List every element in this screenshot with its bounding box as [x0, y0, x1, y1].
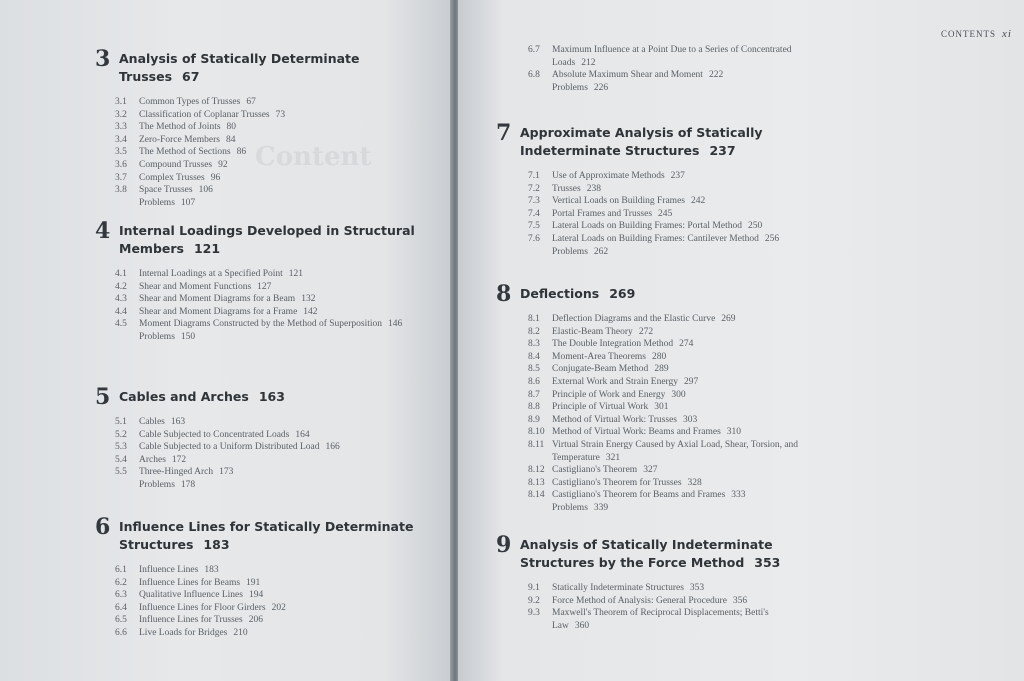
toc-entry [528, 363, 828, 376]
section-title: Castigliano's Theorem for Trusses 328 [552, 477, 702, 488]
toc-entry [528, 607, 788, 632]
section-page: 250 [747, 221, 763, 232]
toc-entry [528, 69, 828, 82]
section-number: 4.2 [115, 281, 127, 292]
section-number: 5.3 [115, 442, 127, 453]
section-title: Maximum Influence at a Point Due to a Series of Concentrated Loads 212 [552, 45, 792, 68]
section-number: 8.10 [528, 427, 545, 438]
section-title: Influence Lines 183 [139, 565, 219, 575]
chapter-page: 353 [754, 555, 781, 570]
section-title: Trusses 238 [552, 183, 601, 194]
toc-entry [115, 614, 415, 627]
chapter-9 [496, 532, 826, 632]
section-page: 301 [654, 402, 669, 413]
section-number: 8.6 [528, 376, 540, 387]
running-header: CONTENTS xi [941, 28, 1012, 40]
toc-entry [115, 564, 415, 577]
section-title: Qualitative Influence Lines 194 [139, 590, 264, 601]
toc-entry [528, 489, 828, 502]
toc-entry [115, 602, 415, 615]
section-number: 6.4 [115, 602, 127, 613]
chapter-title: Analysis of Statically Indeterminate Structures by the Force Method 353 [520, 537, 781, 570]
chapter-page: 163 [258, 389, 285, 404]
section-title: Three-Hinged Arch 173 [139, 467, 234, 478]
header-page-number: xi [1002, 28, 1012, 40]
section-list [528, 170, 848, 246]
section-page: 297 [684, 376, 699, 387]
section-page: 86 [236, 147, 247, 158]
section-page: 333 [731, 490, 746, 501]
toc-entry [115, 466, 440, 479]
toc-entry [115, 454, 440, 467]
section-list [528, 44, 828, 82]
section-title: Shear and Moment Diagrams for a Frame 142 [139, 306, 318, 317]
chapter-number: 7 [496, 120, 512, 146]
show-through-text: Content [255, 142, 372, 172]
section-page: 92 [218, 159, 228, 170]
toc-entry [528, 44, 828, 69]
toc-entry [115, 134, 440, 147]
section-title: Cable Subjected to Concentrated Loads 164 [139, 429, 310, 440]
section-title: Cables 163 [139, 417, 186, 427]
section-number: 8.4 [528, 351, 540, 362]
chapter-page: 67 [182, 69, 200, 84]
section-title: Lateral Loads on Building Frames: Cantilever Method 256 [552, 233, 780, 244]
section-page: 132 [301, 294, 316, 305]
section-number: 9.1 [528, 583, 540, 593]
toc-entry [528, 351, 828, 364]
section-number: 8.14 [528, 490, 545, 501]
section-list [115, 96, 440, 197]
section-page: 166 [325, 442, 340, 453]
toc-entry [528, 195, 848, 208]
toc-entry [115, 306, 415, 319]
toc-entry [115, 627, 415, 640]
section-number: 4.3 [115, 294, 127, 305]
toc-entry [528, 464, 828, 477]
section-page: 238 [586, 183, 601, 194]
toc-entry [528, 595, 788, 608]
section-page: 183 [204, 565, 219, 575]
chapter-6 [95, 514, 415, 640]
toc-entry [115, 318, 415, 331]
section-title: Use of Approximate Methods 237 [552, 171, 685, 181]
toc-entry [528, 426, 828, 439]
section-number: 6.6 [115, 627, 127, 638]
chapter-number: 5 [95, 384, 111, 410]
section-number: 8.11 [528, 439, 545, 450]
chapter-5 [95, 384, 440, 492]
section-number: 8.13 [528, 477, 545, 488]
section-page: 163 [170, 417, 186, 427]
section-page: 321 [605, 452, 621, 463]
section-title: Vertical Loads on Building Frames 242 [552, 196, 706, 207]
section-title: Method of Virtual Work: Trusses 303 [552, 414, 698, 425]
toc-entry [115, 577, 415, 590]
section-number: 6.2 [115, 577, 127, 588]
section-number: 8.2 [528, 326, 540, 337]
section-title: The Double Integration Method 274 [552, 339, 694, 350]
section-page: 121 [288, 269, 304, 279]
section-number: 6.7 [528, 45, 540, 55]
section-number: 8.12 [528, 465, 545, 476]
toc-entry [528, 313, 828, 326]
chapter-7 [496, 120, 796, 258]
section-title: Influence Lines for Floor Girders 202 [139, 602, 286, 613]
toc-entry [115, 429, 440, 442]
toc-entry [528, 582, 788, 595]
section-number: 6.5 [115, 615, 127, 626]
section-page: 272 [638, 326, 654, 337]
section-page: 106 [198, 185, 213, 196]
section-title: Deflection Diagrams and the Elastic Curve 269 [552, 314, 736, 324]
section-number: 5.1 [115, 417, 127, 427]
chapter-8 [496, 281, 826, 515]
chapter-title: Influence Lines for Statically Determinate Structures 183 [119, 519, 414, 552]
section-number: 7.6 [528, 233, 540, 244]
section-number: 7.2 [528, 183, 540, 194]
section-page: 73 [275, 109, 286, 120]
toc-entry [115, 281, 415, 294]
toc-entry [115, 109, 440, 122]
toc-entry [115, 268, 415, 281]
section-page: 146 [388, 319, 403, 330]
section-number: 3.7 [115, 172, 127, 183]
chapter-number: 8 [496, 281, 512, 307]
section-page: 328 [687, 477, 702, 488]
section-list [115, 416, 440, 479]
section-page: 173 [219, 467, 234, 478]
section-list [528, 313, 828, 502]
chapter-title: Cables and Arches 163 [119, 389, 285, 404]
section-number: 7.5 [528, 221, 540, 232]
toc-entry [115, 184, 440, 197]
section-page: 80 [226, 122, 237, 133]
section-number: 9.2 [528, 595, 540, 606]
toc-entry [528, 376, 828, 389]
problems-entry: Problems 339 [552, 502, 609, 513]
section-page: 360 [574, 620, 590, 631]
section-title: Portal Frames and Trusses 245 [552, 208, 673, 219]
section-page: 356 [732, 595, 748, 606]
chapter-title: Approximate Analysis of Statically Indeterminate Structures 237 [520, 125, 763, 158]
chapter-page: 121 [193, 241, 221, 256]
section-title: Castigliano's Theorem 327 [552, 465, 658, 476]
chapter-page: 237 [709, 143, 736, 158]
section-page: 237 [670, 171, 685, 181]
section-title: External Work and Strain Energy 297 [552, 376, 699, 387]
section-page: 222 [708, 70, 724, 81]
section-title: Compound Trusses 92 [139, 159, 228, 170]
toc-entry [115, 441, 440, 454]
section-title: Statically Indeterminate Structures 353 [552, 583, 705, 593]
section-number: 8.7 [528, 389, 540, 400]
section-title: Elastic-Beam Theory 272 [552, 326, 654, 337]
toc-entry [115, 293, 415, 306]
section-list [528, 582, 788, 632]
problems-entry: Problems 262 [552, 246, 609, 257]
section-title: Shear and Moment Functions 127 [139, 281, 272, 292]
section-title: Complex Trusses 96 [139, 172, 221, 183]
section-page: 191 [246, 577, 261, 588]
chapter-number: 9 [496, 532, 512, 558]
section-number: 3.3 [115, 122, 127, 133]
section-page: 327 [643, 465, 658, 476]
section-number: 8.3 [528, 339, 540, 350]
section-number: 6.1 [115, 565, 127, 575]
toc-entry [115, 121, 440, 134]
section-title: Space Trusses 106 [139, 185, 213, 196]
section-title: Moment Diagrams Constructed by the Method of Superposition 146 [139, 319, 403, 330]
section-title: Internal Loadings at a Specified Point 121 [139, 269, 304, 279]
section-title: Maxwell's Theorem of Reciprocal Displacements; Betti's Law 360 [552, 608, 769, 631]
toc-entry [528, 183, 848, 196]
section-number: 8.5 [528, 364, 540, 375]
toc-entry [115, 146, 440, 159]
section-number: 6.3 [115, 590, 127, 601]
problems-entry: Problems 226 [552, 82, 609, 93]
chapter-4 [95, 218, 415, 344]
section-number: 8.8 [528, 402, 540, 413]
section-page: 172 [171, 454, 187, 465]
toc-entry [528, 414, 828, 427]
toc-entry [528, 338, 828, 351]
right-page [458, 0, 1024, 681]
section-title: Common Types of Trusses 67 [139, 97, 256, 107]
chapter-title: Deflections 269 [520, 286, 636, 301]
section-number: 7.4 [528, 208, 540, 219]
chapter-title: Internal Loadings Developed in Structural Members 121 [119, 223, 415, 256]
problems-entry: Problems 107 [139, 197, 196, 208]
toc-entry [528, 439, 828, 464]
section-page: 164 [295, 429, 310, 440]
section-title: Influence Lines for Trusses 206 [139, 615, 263, 626]
toc-entry [528, 170, 848, 183]
chapter-3 [95, 46, 440, 209]
section-number: 8.1 [528, 314, 540, 324]
section-title: The Method of Joints 80 [139, 122, 237, 133]
section-page: 127 [257, 281, 272, 292]
toc-entry [528, 233, 848, 246]
section-number: 8.9 [528, 414, 540, 425]
section-page: 310 [726, 427, 742, 438]
toc-entry [528, 326, 828, 339]
section-title: Absolute Maximum Shear and Moment 222 [552, 70, 724, 81]
section-number: 7.1 [528, 171, 540, 181]
section-page: 84 [225, 134, 236, 145]
section-list [115, 564, 415, 640]
chapter-number: 6 [95, 514, 111, 540]
section-number: 3.1 [115, 97, 127, 107]
section-title: Conjugate-Beam Method 289 [552, 364, 669, 375]
section-page: 274 [679, 339, 694, 350]
section-number: 4.4 [115, 306, 127, 317]
section-number: 3.4 [115, 134, 127, 145]
toc-entry [528, 389, 828, 402]
section-title: The Method of Sections 86 [139, 147, 247, 158]
section-title: Principle of Virtual Work 301 [552, 402, 669, 413]
toc-entry [115, 159, 440, 172]
section-page: 210 [233, 627, 248, 638]
section-number: 7.3 [528, 196, 540, 207]
section-number: 9.3 [528, 608, 540, 619]
section-page: 96 [210, 172, 221, 183]
section-title: Live Loads for Bridges 210 [139, 627, 248, 638]
section-number: 5.2 [115, 429, 127, 440]
section-number: 3.5 [115, 147, 127, 158]
section-page: 194 [248, 590, 264, 601]
section-number: 5.4 [115, 454, 127, 465]
section-number: 6.8 [528, 70, 540, 81]
section-page: 303 [683, 414, 698, 425]
section-page: 256 [764, 233, 780, 244]
section-title: Influence Lines for Beams 191 [139, 577, 261, 588]
section-page: 67 [246, 97, 256, 107]
toc-entry [115, 589, 415, 602]
section-title: Method of Virtual Work: Beams and Frames 310 [552, 427, 742, 438]
section-title: Shear and Moment Diagrams for a Beam 132 [139, 294, 316, 305]
section-number: 4.5 [115, 319, 127, 330]
section-title: Force Method of Analysis: General Procedure 356 [552, 595, 748, 606]
left-page [0, 0, 452, 681]
section-title: Cable Subjected to a Uniform Distributed Load 166 [139, 442, 340, 453]
toc-entry [528, 220, 848, 233]
section-title: Classification of Coplanar Trusses 73 [139, 109, 286, 120]
section-title: Principle of Work and Energy 300 [552, 389, 686, 400]
section-title: Arches 172 [139, 454, 187, 465]
section-title: Moment-Area Theorems 280 [552, 351, 667, 362]
problems-entry: Problems 150 [139, 331, 196, 342]
toc-entry [115, 96, 440, 109]
toc-entry [528, 477, 828, 490]
chapter-page: 183 [203, 537, 230, 552]
section-number: 3.8 [115, 185, 127, 196]
toc-entry [115, 172, 440, 185]
section-list [115, 268, 415, 331]
section-title: Zero-Force Members 84 [139, 134, 236, 145]
section-page: 269 [721, 314, 736, 324]
toc-entry [528, 208, 848, 221]
section-number: 5.5 [115, 467, 127, 478]
chapter-number: 3 [95, 46, 111, 72]
problems-entry: Problems 178 [139, 479, 196, 490]
section-page: 242 [690, 196, 706, 207]
section-number: 3.6 [115, 159, 127, 170]
chapter-number: 4 [95, 218, 111, 244]
section-title: Virtual Strain Energy Caused by Axial Load, Shear, Torsion, and Temperature 321 [552, 439, 799, 463]
section-page: 289 [654, 364, 669, 375]
toc-entry [528, 401, 828, 414]
section-page: 206 [248, 615, 263, 626]
section-page: 300 [671, 389, 686, 400]
chapter-page: 269 [609, 286, 636, 301]
section-title: Lateral Loads on Building Frames: Portal Method 250 [552, 221, 763, 232]
toc-entry [115, 416, 440, 429]
section-page: 202 [271, 602, 286, 613]
section-number: 4.1 [115, 269, 127, 279]
section-page: 142 [303, 306, 318, 317]
section-title: Castigliano's Theorem for Beams and Frames 333 [552, 490, 746, 501]
section-number: 3.2 [115, 109, 127, 120]
chapter-title: Analysis of Statically Determinate Trusses 67 [119, 51, 360, 84]
chapter-6-continued [528, 44, 828, 94]
section-page: 245 [658, 208, 673, 219]
section-page: 280 [652, 351, 667, 362]
section-page: 212 [581, 57, 596, 68]
section-page: 353 [689, 583, 705, 593]
